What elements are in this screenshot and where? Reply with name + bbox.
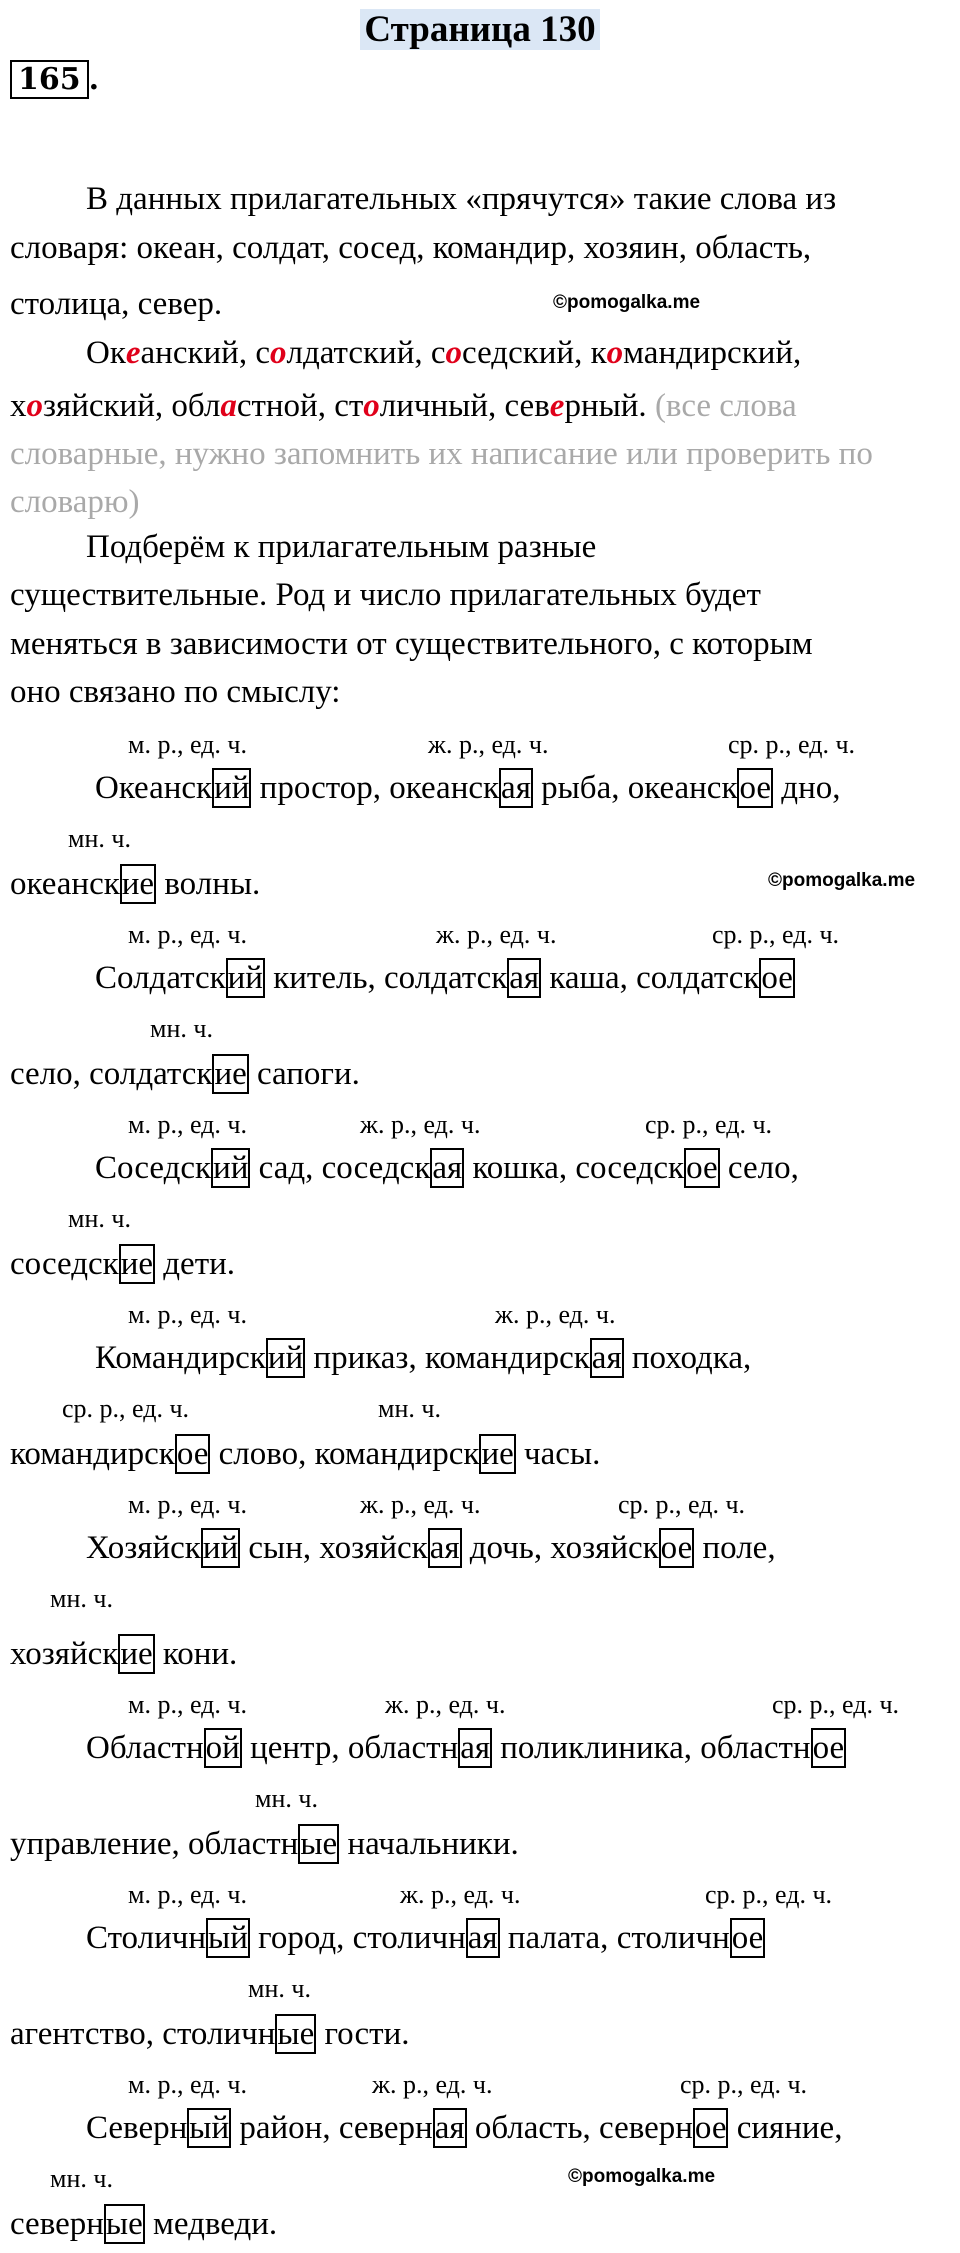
tag-plural: мн. ч. [50, 2164, 113, 2193]
example-line [95, 962, 795, 995]
explain-line-3: меняться в зависимости от существительного, с которым [10, 626, 813, 662]
word-stem: агентство, столичн [10, 2016, 276, 2052]
word-stem: океанск [389, 770, 500, 806]
tag-feminine: ж. р., ед. ч. [385, 1690, 506, 1719]
word-stem: Хозяйск [86, 1530, 201, 1566]
tag-feminine: ж. р., ед. ч. [436, 920, 557, 949]
tag-neuter: ср. р., ед. ч. [712, 920, 840, 949]
tag-masculine: м. р., ед. ч. [128, 1490, 247, 1519]
word-part: обл [171, 388, 221, 424]
boxed-ending: ый [189, 2110, 230, 2146]
boxed-ending: ие [481, 1436, 514, 1472]
task-number: 165 . [10, 62, 99, 97]
note-text: (все слова [654, 388, 797, 424]
boxed-ending: ий [267, 1340, 304, 1376]
word-stem: командирск [10, 1436, 175, 1472]
example-line [10, 1638, 237, 1671]
unstressed-vowel: е [549, 388, 565, 424]
boxed-ending: ая [467, 1920, 498, 1956]
word-part: к [590, 335, 607, 371]
note-line-4: словарю) [10, 484, 140, 520]
word-stem: командирск [424, 1340, 590, 1376]
example-line [10, 868, 260, 901]
unstressed-vowel: а [220, 388, 237, 424]
example-line [10, 2018, 409, 2051]
word-part: зяйский, [43, 388, 172, 424]
boxed-ending: ая [460, 1730, 491, 1766]
phrase-text: приказ, [305, 1340, 425, 1376]
boxed-ending: ое [731, 1920, 764, 1956]
word-part: седский, [462, 335, 591, 371]
boxed-ending: ое [176, 1436, 209, 1472]
phrase-text: китель, [264, 960, 384, 996]
word-stem: столичн [352, 1920, 466, 1956]
phrase-text: гости. [316, 2016, 410, 2052]
phrase-text: медведи. [144, 2206, 278, 2242]
explain-line-2: существительные. Род и число прилагательных будет [10, 577, 761, 613]
boxed-ending: ые [105, 2206, 143, 2242]
boxed-ending: ие [120, 1246, 154, 1282]
word-part: стной, [236, 388, 335, 424]
example-line [86, 2112, 842, 2145]
phrase-text: город, [249, 1920, 353, 1956]
boxed-ending: ое [761, 960, 793, 996]
explain-line-1: Подберём к прилагательным разные [86, 529, 597, 565]
phrase-text: область, [466, 2110, 600, 2146]
phrase-text: простор, [251, 770, 390, 806]
tag-masculine: м. р., ед. ч. [128, 920, 247, 949]
boxed-ending: ой [205, 1730, 240, 1766]
tag-neuter: ср. р., ед. ч. [645, 1110, 773, 1139]
tag-neuter: ср. р., ед. ч. [728, 730, 856, 759]
page-title: Страница 130 [0, 8, 960, 51]
word-stem: Океанск [95, 770, 213, 806]
unstressed-vowel: е [125, 335, 141, 371]
word-stem: Столичн [86, 1920, 207, 1956]
tag-feminine: ж. р., ед. ч. [372, 2070, 493, 2099]
example-line [86, 1922, 765, 1955]
word-part: рный. [564, 388, 655, 424]
phrase-text: дно, [773, 770, 841, 806]
example-line [10, 1248, 235, 1281]
phrase-text: поликлиника, [492, 1730, 701, 1766]
word-stem: Солдатск [95, 960, 226, 996]
word-part: анский, [140, 335, 256, 371]
word-stem: Областн [86, 1730, 204, 1766]
intro-line-3: столица, север. [10, 286, 223, 322]
watermark: ©pomogalka.me [568, 2166, 716, 2187]
word-stem: командирск [314, 1436, 480, 1472]
watermark: ©pomogalka.me [553, 292, 701, 313]
tag-masculine: м. р., ед. ч. [128, 1110, 247, 1139]
word-stem: Соседск [95, 1150, 212, 1186]
boxed-ending: ые [300, 1826, 338, 1862]
tag-masculine: м. р., ед. ч. [128, 730, 247, 759]
phrase-text: палата, [499, 1920, 617, 1956]
phrase-text: село, [719, 1150, 799, 1186]
tag-feminine: ж. р., ед. ч. [400, 1880, 521, 1909]
tag-plural: мн. ч. [150, 1014, 213, 1043]
word-stem: соседск [10, 1246, 119, 1282]
tag-neuter: ср. р., ед. ч. [62, 1394, 190, 1423]
example-line [10, 1828, 519, 1861]
phrase-text: кони. [154, 1636, 238, 1672]
word-part: с [255, 335, 270, 371]
boxed-ending: ий [202, 1530, 239, 1566]
word-stem: столичн [616, 1920, 730, 1956]
tag-plural: мн. ч. [68, 824, 131, 853]
word-stem: северн [599, 2110, 693, 2146]
tag-neuter: ср. р., ед. ч. [772, 1690, 900, 1719]
boxed-ending: ая [509, 960, 540, 996]
phrase-text: сияние, [728, 2110, 843, 2146]
tag-plural: мн. ч. [68, 1204, 131, 1233]
boxed-ending: ое [686, 1150, 718, 1186]
intro-line-2: словаря: океан, солдат, сосед, командир, хозяин, область, [10, 230, 812, 266]
phrase-text: походка, [623, 1340, 752, 1376]
phrase-text: сын, [240, 1530, 320, 1566]
tag-feminine: ж. р., ед. ч. [428, 730, 549, 759]
tag-neuter: ср. р., ед. ч. [680, 2070, 808, 2099]
boxed-ending: ая [501, 770, 531, 806]
tag-neuter: ср. р., ед. ч. [618, 1490, 746, 1519]
note-line-3: словарные, нужно запомнить их написание или проверить по [10, 436, 873, 472]
tag-neuter: ср. р., ед. ч. [705, 1880, 833, 1909]
word-stem: океанск [627, 770, 738, 806]
word-stem: северн [10, 2206, 104, 2242]
boxed-ending: ая [432, 1150, 463, 1186]
tag-feminine: ж. р., ед. ч. [360, 1110, 481, 1139]
phrase-text: часы. [515, 1436, 601, 1472]
tag-plural: мн. ч. [378, 1394, 441, 1423]
boxed-ending: ое [739, 770, 772, 806]
boxed-ending: ая [434, 2110, 465, 2146]
explain-line-4: оно связано по смыслу: [10, 674, 341, 710]
watermark: ©pomogalka.me [768, 870, 916, 891]
word-part: х [10, 388, 27, 424]
phrase-text: дети. [155, 1246, 236, 1282]
word-part: ст [334, 388, 364, 424]
example-line [10, 1058, 360, 1091]
phrase-text: район, [231, 2110, 339, 2146]
boxed-ending: ая [429, 1530, 460, 1566]
unstressed-vowel: о [606, 335, 624, 371]
word-part: сев [504, 388, 550, 424]
word-stem: село, солдатск [10, 1056, 213, 1092]
tag-masculine: м. р., ед. ч. [128, 2070, 247, 2099]
unstressed-vowel: о [445, 335, 463, 371]
tag-masculine: м. р., ед. ч. [128, 1300, 247, 1329]
phrase-text: слово, [210, 1436, 315, 1472]
tag-masculine: м. р., ед. ч. [128, 1880, 247, 1909]
word-stem: Командирск [95, 1340, 266, 1376]
phrase-text: рыба, [532, 770, 628, 806]
word-stem: хозяйск [319, 1530, 428, 1566]
phrase-text: сапоги. [248, 1056, 360, 1092]
boxed-ending: ий [227, 960, 263, 996]
word-stem: управление, областн [10, 1826, 299, 1862]
phrase-text: волны. [156, 866, 261, 902]
example-line [10, 1438, 600, 1471]
phrase-text: начальники. [339, 1826, 519, 1862]
boxed-ending: ое [660, 1530, 693, 1566]
word-part: Ок [86, 335, 126, 371]
word-stem: северн [338, 2110, 433, 2146]
tag-plural: мн. ч. [50, 1584, 113, 1613]
example-line [95, 772, 841, 805]
example-line [86, 1732, 846, 1765]
tag-masculine: м. р., ед. ч. [128, 1690, 247, 1719]
example-line [95, 1342, 751, 1375]
unstressed-vowel: о [270, 335, 287, 371]
word-stem: областн [347, 1730, 459, 1766]
phrase-text: сад, [250, 1150, 322, 1186]
phrase-text: дочь, [461, 1530, 551, 1566]
word-part: мандирский, [623, 335, 802, 371]
word-stem: соседск [321, 1150, 431, 1186]
word-part: лдатский, [286, 335, 431, 371]
word-part: с [430, 335, 446, 371]
word-stem: хозяйск [550, 1530, 659, 1566]
word-stem: солдатск [636, 960, 760, 996]
phrase-text: центр, [241, 1730, 348, 1766]
word-stem: хозяйск [10, 1636, 119, 1672]
example-line [86, 1532, 776, 1565]
boxed-ending: ое [812, 1730, 845, 1766]
boxed-ending: ие [121, 866, 155, 902]
boxed-ending: ие [120, 1636, 153, 1672]
boxed-ending: ое [694, 2110, 727, 2146]
example-line [10, 2208, 277, 2241]
unstressed-vowel: о [26, 388, 43, 424]
intro-line-1: В данных прилагательных «прячутся» такие слова из [86, 181, 837, 217]
word-stem: солдатск [384, 960, 508, 996]
unstressed-vowel: о [363, 388, 380, 424]
word-stem: Северн [86, 2110, 188, 2146]
highlighted-line-1 [86, 337, 801, 370]
example-line [95, 1152, 799, 1185]
phrase-text: каша, [541, 960, 637, 996]
word-stem: областн [700, 1730, 811, 1766]
phrase-text: поле, [694, 1530, 776, 1566]
highlighted-line-2 [10, 390, 797, 423]
phrase-text: кошка, [464, 1150, 576, 1186]
word-part: личный, [379, 388, 505, 424]
boxed-ending: ая [591, 1340, 622, 1376]
boxed-ending: ые [277, 2016, 315, 2052]
boxed-ending: ий [214, 770, 250, 806]
tag-feminine: ж. р., ед. ч. [495, 1300, 616, 1329]
tag-plural: мн. ч. [248, 1974, 311, 2003]
word-stem: соседск [575, 1150, 685, 1186]
boxed-ending: ие [214, 1056, 247, 1092]
boxed-ending: ый [208, 1920, 248, 1956]
boxed-ending: ий [213, 1150, 249, 1186]
tag-feminine: ж. р., ед. ч. [360, 1490, 481, 1519]
tag-plural: мн. ч. [255, 1784, 318, 1813]
word-stem: океанск [10, 866, 120, 902]
